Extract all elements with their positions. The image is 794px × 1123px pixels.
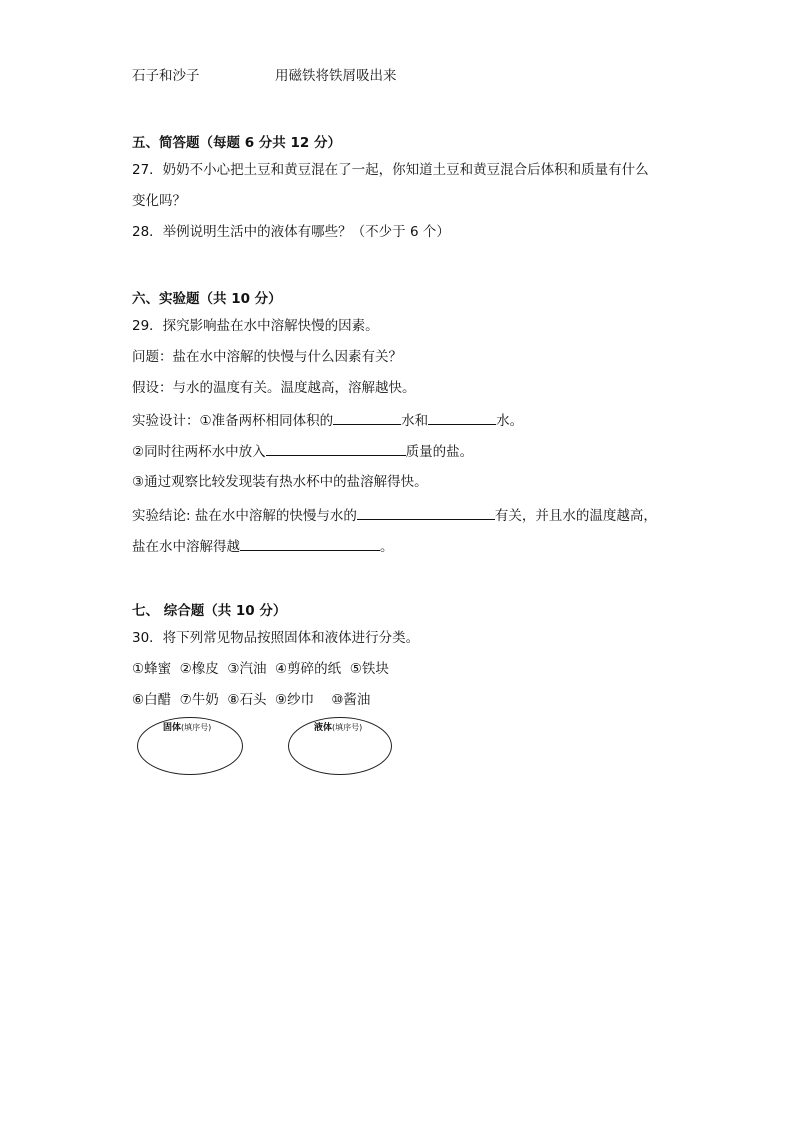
design-end: 水。 (496, 413, 524, 429)
conclusion2-prefix: 盐在水中溶解得越 (132, 539, 240, 555)
conclusion-prefix: 实验结论: 盐在水中溶解的快慢与水的 (132, 508, 357, 524)
liquid-label-note: (填序号) (332, 723, 363, 732)
liquid-label-text: 液体 (314, 723, 333, 733)
experiment-conclusion-2 (132, 537, 394, 556)
experiment-design (132, 411, 523, 430)
question-28: 28．举例说明生活中的液体有哪些？（不少于 6 个） (132, 224, 450, 240)
question-27-line1: 27．奶奶不小心把土豆和黄豆混在了一起，你知道土豆和黄豆混合后体积和质量有什么 (132, 162, 649, 178)
section5-title: 五、简答题（每题 6 分共 12 分） (132, 135, 341, 151)
experiment-hypothesis: 假设：与水的温度有关。温度越高，溶解越快。 (132, 380, 416, 396)
experiment-step3: ③通过观察比较发现装有热水杯中的盐溶解得快。 (132, 474, 428, 490)
items-row-2: ⑥白醋 ⑦牛奶 ⑧石头 ⑨纱巾 ⑩酱油 (132, 692, 371, 708)
experiment-step2 (132, 442, 473, 461)
question-27-line2: 变化吗？ (132, 193, 186, 209)
conclusion2-end: 。 (380, 539, 394, 555)
question-30: 30．将下列常见物品按照固体和液体进行分类。 (132, 630, 420, 646)
blank-water-temp-2[interactable] (428, 411, 496, 425)
step2-end: 质量的盐。 (405, 444, 474, 460)
items-row-1: ①蜂蜜 ②橡皮 ③汽油 ④剪碎的纸 ⑤铁块 (132, 661, 389, 677)
design-prefix: 实验设计：①准备两杯相同体积的 (132, 413, 334, 429)
section6-title: 六、实验题（共 10 分） (132, 291, 282, 307)
question-29: 29．探究影响盐在水中溶解快慢的因素。 (132, 318, 379, 334)
section7-title: 七、 综合题（共 10 分） (132, 603, 287, 619)
top-row (132, 67, 397, 85)
conclusion-mid: 有关，并且水的温度越高， (494, 508, 657, 524)
step2-prefix: ②同时往两杯水中放入 (132, 444, 266, 460)
experiment-question: 问题：盐在水中溶解的快慢与什么因素有关？ (132, 349, 402, 365)
top-row-left: 石子和沙子 (132, 68, 200, 84)
design-mid: 水和 (401, 413, 429, 429)
solid-label (163, 722, 211, 734)
liquid-label (314, 722, 362, 734)
solid-label-text: 固体 (163, 723, 182, 733)
solid-label-note: (填序号) (181, 723, 212, 732)
top-row-right: 用磁铁将铁屑吸出来 (275, 68, 397, 84)
blank-water-temp-1[interactable] (333, 411, 401, 425)
blank-conclusion-speed[interactable] (240, 537, 380, 551)
experiment-conclusion (132, 506, 657, 525)
blank-salt-mass[interactable] (266, 442, 406, 456)
blank-conclusion-factor[interactable] (357, 506, 495, 520)
